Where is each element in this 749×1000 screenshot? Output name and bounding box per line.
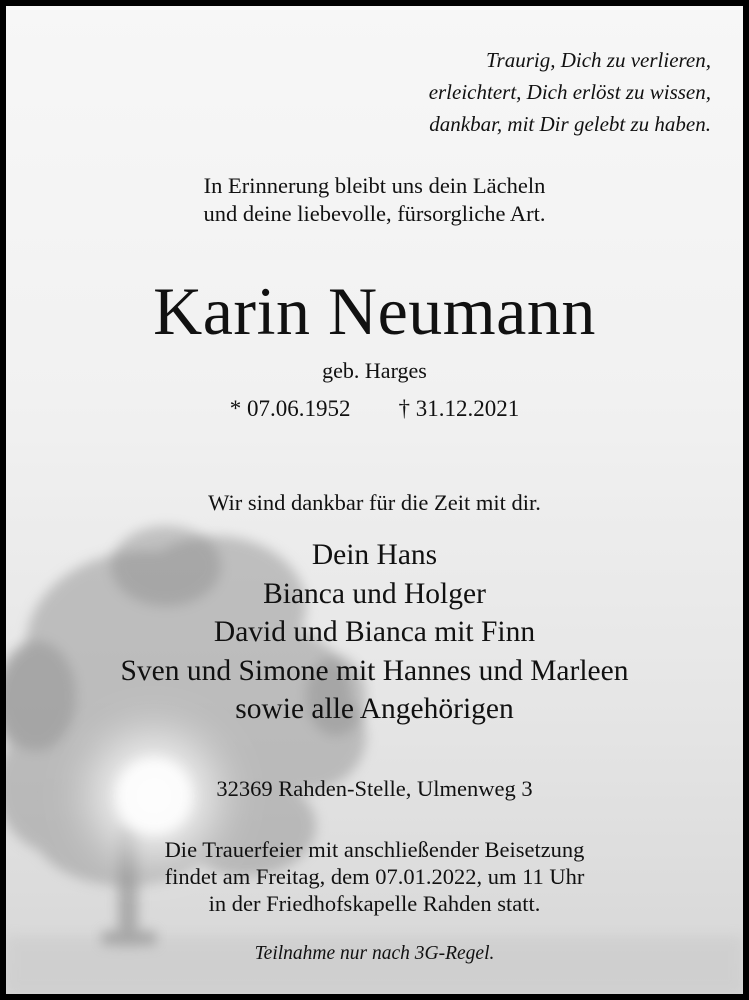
memory-line: In Erinnerung bleibt uns dein Lächeln xyxy=(203,173,546,198)
mourner-line: Bianca und Holger xyxy=(263,577,486,610)
mourner-line: Sven und Simone mit Hannes und Marleen xyxy=(120,654,629,687)
birth-date: * 07.06.1952 xyxy=(229,396,351,421)
motto-verse xyxy=(429,44,711,140)
family-address: 32369 Rahden-Stelle, Ulmenweg 3 xyxy=(216,776,533,801)
motto-line: Traurig, Dich zu verlieren, xyxy=(486,48,711,72)
mourners-list xyxy=(6,536,743,729)
memory-text xyxy=(6,172,743,228)
motto-line: dankbar, mit Dir gelebt zu haben. xyxy=(429,112,711,136)
deceased-name: Karin Neumann xyxy=(153,273,596,349)
birth-name: geb. Harges xyxy=(322,358,427,383)
death-date: † 31.12.2021 xyxy=(398,396,520,421)
service-line: findet am Freitag, dem 07.01.2022, um 11 Uhr xyxy=(164,864,585,889)
mourner-line: Dein Hans xyxy=(311,539,438,571)
memory-line: und deine liebevolle, fürsorgliche Art. xyxy=(203,201,546,226)
mourner-line: sowie alle Angehörigen xyxy=(235,693,514,725)
service-line: in der Friedhofskapelle Rahden statt. xyxy=(208,891,541,916)
attendance-note: Teilnahme nur nach 3G-Regel. xyxy=(254,943,495,964)
service-line: Die Trauerfeier mit anschließender Beisetzung xyxy=(164,837,585,862)
thanks-text: Wir sind dankbar für die Zeit mit dir. xyxy=(208,490,541,515)
life-dates xyxy=(6,394,743,424)
funeral-service-info xyxy=(6,836,743,917)
motto-line: erleichtert, Dich erlöst zu wissen, xyxy=(428,80,711,104)
mourner-line: David und Bianca mit Finn xyxy=(213,616,536,648)
